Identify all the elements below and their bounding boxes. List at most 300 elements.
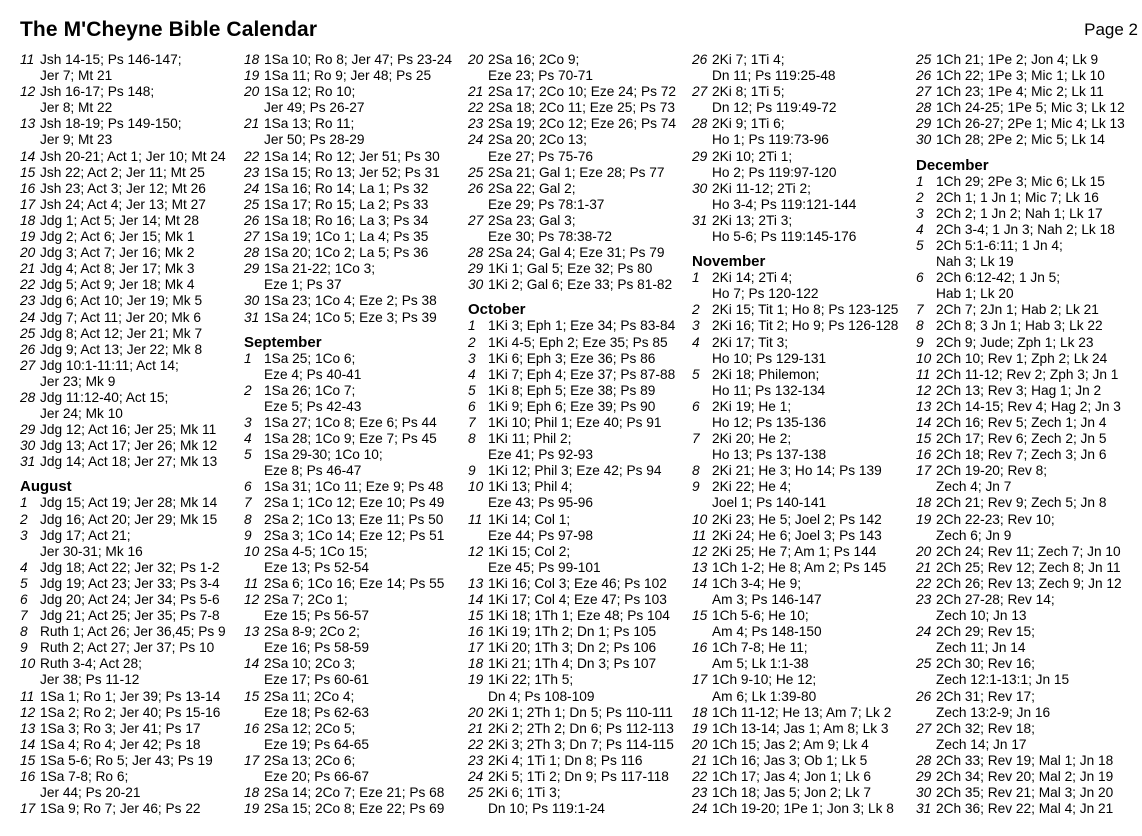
reading-text: 2Ch 3-4; 1 Jn 3; Nah 2; Lk 18 — [936, 221, 1115, 237]
reading-text: 1Ki 6; Eph 3; Eze 36; Ps 86 — [488, 350, 656, 366]
reading-text: 1Sa 18; Ro 16; La 3; Ps 34 — [264, 212, 429, 228]
reading-entry — [244, 351, 474, 383]
reading-entry — [692, 431, 922, 463]
day-number: 12 — [244, 592, 260, 607]
reading-continuation: Eze 5; Ps 42-43 — [264, 398, 362, 414]
reading-entry — [916, 463, 1142, 495]
reading-text: 1Ki 17; Col 4; Eze 47; Ps 103 — [488, 592, 667, 607]
reading-continuation: Jer 9; Mt 23 — [40, 132, 113, 148]
day-number: 20 — [468, 52, 484, 67]
reading-text: 2Sa 18; 2Co 11; Eze 25; Ps 73 — [488, 100, 675, 116]
reading-continuation: Zech 14; Jn 17 — [936, 736, 1027, 752]
reading-text: Jsh 20-21; Act 1; Jer 10; Mt 24 — [40, 148, 226, 164]
reading-entry — [468, 415, 698, 431]
reading-continuation: Jer 8; Mt 22 — [40, 100, 113, 116]
reading-continuation: Jer 38; Ps 11-12 — [40, 672, 140, 688]
day-number: 23 — [20, 293, 36, 309]
day-number: 13 — [468, 575, 484, 591]
reading-entry — [692, 52, 922, 84]
day-number: 21 — [468, 84, 484, 100]
reading-text: 2Sa 24; Gal 4; Eze 31; Ps 79 — [488, 245, 665, 261]
month-heading: August — [20, 478, 72, 496]
reading-text: Jdg 16; Act 20; Jer 29; Mk 15 — [40, 511, 218, 527]
reading-continuation: Eze 43; Ps 95-96 — [488, 495, 594, 511]
reading-text: Jdg 3; Act 7; Jer 16; Mk 2 — [40, 245, 195, 261]
day-number: 16 — [20, 769, 36, 785]
reading-continuation: Zech 12:1-13:1; Jn 15 — [936, 672, 1070, 688]
reading-entry — [916, 100, 1142, 116]
reading-entry — [468, 463, 698, 479]
reading-entry — [916, 576, 1142, 592]
reading-text: 2Ki 22; He 4; — [712, 479, 792, 495]
reading-continuation: Jer 7; Mt 21 — [40, 68, 113, 84]
reading-text: 1Sa 21-22; 1Co 3; — [264, 261, 376, 277]
day-number: 6 — [468, 398, 476, 414]
day-number: 26 — [916, 68, 932, 84]
reading-text: 2Sa 20; 2Co 13; — [488, 132, 587, 148]
day-number: 24 — [244, 180, 260, 196]
reading-entry — [20, 656, 250, 688]
day-number: 9 — [468, 463, 476, 479]
reading-text: 2Sa 6; 1Co 16; Eze 14; Ps 55 — [264, 575, 445, 591]
reading-continuation: Jer 30-31; Mk 16 — [40, 543, 143, 559]
reading-entry — [20, 737, 250, 753]
day-number: 11 — [692, 527, 707, 543]
reading-text: 1Ki 22; 1Th 5; — [488, 672, 574, 688]
reading-entry — [692, 149, 922, 181]
day-number: 26 — [916, 688, 932, 704]
reading-entry — [244, 245, 474, 261]
day-number: 12 — [468, 543, 484, 559]
day-number: 27 — [916, 84, 932, 100]
reading-entry — [468, 576, 698, 592]
reading-entry — [20, 528, 250, 560]
day-number: 19 — [20, 229, 36, 245]
reading-entry — [468, 100, 698, 116]
reading-continuation: Eze 16; Ps 58-59 — [264, 640, 370, 656]
day-number: 30 — [244, 293, 260, 309]
day-number: 2 — [916, 189, 924, 205]
reading-entry — [20, 165, 250, 181]
day-number: 23 — [468, 116, 484, 132]
reading-text: 2Ki 10; 2Ti 1; — [712, 148, 793, 164]
day-number: 30 — [692, 180, 708, 196]
day-number: 20 — [468, 704, 484, 720]
reading-continuation: Jer 49; Ps 26-27 — [264, 100, 365, 116]
reading-continuation: Eze 44; Ps 97-98 — [488, 527, 594, 543]
reading-entry — [916, 415, 1142, 431]
day-number: 23 — [244, 164, 260, 180]
reading-entry — [468, 399, 698, 415]
day-number: 30 — [916, 132, 932, 148]
reading-text: 2Ch 8; 3 Jn 1; Hab 3; Lk 22 — [936, 318, 1103, 334]
reading-entry — [916, 512, 1142, 544]
calendar-column-5 — [916, 52, 1142, 817]
reading-entry — [468, 277, 698, 293]
reading-entry — [20, 576, 250, 592]
reading-text: 1Sa 19; 1Co 1; La 4; Ps 35 — [264, 229, 429, 245]
day-number: 3 — [468, 350, 476, 366]
reading-entry — [244, 165, 474, 181]
day-number: 12 — [20, 84, 36, 100]
day-number: 31 — [244, 309, 260, 325]
reading-entry — [244, 528, 474, 544]
reading-text: 1Ki 7; Eph 4; Eze 37; Ps 87-88 — [488, 366, 676, 382]
reading-continuation: Ho 3-4; Ps 119:121-144 — [712, 196, 857, 212]
reading-text: 2Ki 3; 2Th 3; Dn 7; Ps 114-115 — [488, 736, 674, 752]
reading-entry — [20, 640, 250, 656]
day-number: 28 — [692, 116, 708, 132]
reading-text: 2Ki 13; 2Ti 3; — [712, 212, 793, 228]
reading-continuation: Am 5; Lk 1:1-38 — [712, 656, 809, 672]
reading-text: 1Sa 11; Ro 9; Jer 48; Ps 25 — [264, 68, 432, 84]
reading-text: 1Ki 11; Phil 2; — [488, 431, 572, 447]
reading-text: Jdg 12; Act 16; Jer 25; Mk 11 — [40, 422, 217, 438]
reading-entry — [692, 367, 922, 399]
day-number: 18 — [244, 52, 260, 67]
reading-text: 2Ch 36; Rev 22; Mal 4; Jn 21 — [936, 801, 1114, 817]
reading-text: Jsh 16-17; Ps 148; — [40, 84, 155, 100]
reading-entry — [244, 293, 474, 309]
reading-entry — [468, 769, 698, 785]
day-number: 25 — [916, 656, 932, 672]
reading-text: 2Ch 17; Rev 6; Zech 2; Jn 5 — [936, 431, 1107, 447]
day-number: 6 — [20, 592, 28, 607]
reading-continuation: Eze 1; Ps 37 — [264, 277, 342, 293]
reading-entry — [692, 753, 922, 769]
day-number: 30 — [20, 438, 36, 454]
day-number: 25 — [20, 325, 36, 341]
day-number: 14 — [916, 414, 932, 430]
reading-text: 1Ch 28; 2Pe 2; Mic 5; Lk 14 — [936, 132, 1105, 148]
reading-entry — [468, 213, 698, 245]
reading-text: 2Ch 29; Rev 15; — [936, 624, 1035, 640]
reading-text: 1Ki 12; Phil 3; Eze 42; Ps 94 — [488, 463, 662, 479]
reading-continuation: Hab 1; Lk 20 — [936, 286, 1014, 302]
reading-continuation: Eze 41; Ps 92-93 — [488, 447, 594, 463]
reading-entry — [468, 721, 698, 737]
reading-entry — [468, 608, 698, 624]
reading-entry — [692, 302, 922, 318]
day-number: 17 — [20, 196, 36, 212]
reading-entry — [916, 689, 1142, 721]
reading-continuation: Ho 2; Ps 119:97-120 — [712, 164, 837, 180]
day-number: 5 — [468, 382, 476, 398]
reading-text: 1Ch 13-14; Jas 1; Am 8; Lk 3 — [712, 720, 889, 736]
reading-text: Jdg 11:12-40; Act 15; — [40, 389, 169, 405]
day-number: 3 — [244, 414, 252, 430]
day-number: 22 — [468, 736, 484, 752]
day-number: 2 — [244, 382, 252, 398]
day-number: 29 — [244, 261, 260, 277]
reading-entry — [20, 454, 250, 470]
reading-entry — [692, 801, 922, 817]
day-number: 24 — [916, 624, 932, 640]
reading-text: 1Sa 9; Ro 7; Jer 46; Ps 22 — [40, 801, 201, 817]
reading-entry — [692, 528, 922, 544]
day-number: 9 — [692, 479, 700, 495]
reading-entry — [916, 68, 1142, 84]
day-number: 31 — [20, 454, 36, 470]
reading-entry — [916, 592, 1142, 624]
day-number: 17 — [692, 672, 708, 688]
reading-entry — [692, 463, 922, 479]
day-number: 14 — [244, 656, 260, 672]
reading-text: 1Sa 17; Ro 15; La 2; Ps 33 — [264, 196, 429, 212]
reading-text: 1Ki 9; Eph 6; Eze 39; Ps 90 — [488, 398, 656, 414]
day-number: 8 — [692, 463, 700, 479]
reading-entry — [692, 84, 922, 116]
reading-continuation: Am 4; Ps 148-150 — [712, 624, 822, 640]
reading-entry — [468, 245, 698, 261]
day-number: 7 — [244, 495, 252, 511]
day-number: 15 — [20, 164, 36, 180]
reading-entry — [244, 592, 474, 624]
reading-entry — [20, 624, 250, 640]
day-number: 26 — [244, 212, 260, 228]
reading-text: 1Sa 14; Ro 12; Jer 51; Ps 30 — [264, 148, 440, 164]
day-number: 28 — [20, 389, 36, 405]
day-number: 12 — [20, 704, 36, 720]
reading-entry — [20, 342, 250, 358]
reading-entry — [468, 737, 698, 753]
reading-text: 2Ch 30; Rev 16; — [936, 656, 1035, 672]
day-number: 4 — [20, 559, 28, 575]
reading-text: 2Ki 21; He 3; Ho 14; Ps 139 — [712, 463, 882, 479]
reading-entry — [692, 116, 922, 148]
day-number: 4 — [244, 431, 252, 447]
reading-text: 2Sa 1; 1Co 12; Eze 10; Ps 49 — [264, 495, 445, 511]
reading-entry — [468, 479, 698, 511]
reading-entry — [20, 149, 250, 165]
reading-continuation: Zech 6; Jn 9 — [936, 527, 1012, 543]
reading-entry — [468, 512, 698, 544]
reading-text: 2Ch 35; Rev 21; Mal 3; Jn 20 — [936, 785, 1114, 801]
reading-text: Jsh 22; Act 2; Jer 11; Mt 25 — [40, 164, 205, 180]
reading-continuation: Ho 5-6; Ps 119:145-176 — [712, 229, 857, 245]
reading-entry — [468, 367, 698, 383]
reading-entry — [692, 785, 922, 801]
reading-text: Jdg 5; Act 9; Jer 18; Mk 4 — [40, 277, 195, 293]
reading-continuation: Dn 11; Ps 119:25-48 — [712, 68, 836, 84]
reading-entry — [916, 753, 1142, 769]
day-number: 21 — [244, 116, 260, 132]
day-number: 24 — [468, 769, 484, 785]
reading-text: 1Ki 18; 1Th 1; Eze 48; Ps 104 — [488, 608, 670, 624]
reading-entry — [20, 592, 250, 608]
reading-text: 2Ch 14-15; Rev 4; Hag 2; Jn 3 — [936, 398, 1121, 414]
reading-entry — [244, 785, 474, 801]
reading-text: 2Ki 8; 1Ti 5; — [712, 84, 785, 100]
reading-entry — [916, 399, 1142, 415]
day-number: 19 — [244, 801, 260, 817]
reading-entry — [20, 261, 250, 277]
reading-text: 2Sa 7; 2Co 1; — [264, 592, 348, 607]
reading-text: 1Ki 1; Gal 5; Eze 32; Ps 80 — [488, 261, 653, 277]
reading-entry — [468, 318, 698, 334]
reading-entry — [244, 495, 474, 511]
reading-text: Jdg 15; Act 19; Jer 28; Mk 14 — [40, 495, 218, 511]
day-number: 23 — [916, 592, 932, 607]
reading-entry — [916, 769, 1142, 785]
reading-continuation: Zech 4; Jn 7 — [936, 479, 1012, 495]
reading-text: 2Ki 24; He 6; Joel 3; Ps 143 — [712, 527, 882, 543]
reading-entry — [916, 302, 1142, 318]
reading-entry — [692, 560, 922, 576]
reading-text: 2Ki 25; He 7; Am 1; Ps 144 — [712, 543, 877, 559]
reading-text: 1Ch 17; Jas 4; Jon 1; Lk 6 — [712, 769, 872, 785]
reading-entry — [244, 261, 474, 293]
reading-entry — [692, 318, 922, 334]
day-number: 7 — [916, 302, 924, 318]
day-number: 8 — [468, 431, 476, 447]
reading-text: Jdg 2; Act 6; Jer 15; Mk 1 — [40, 229, 195, 245]
reading-text: 2Ch 27-28; Rev 14; — [936, 592, 1055, 607]
reading-continuation: Ho 13; Ps 137-138 — [712, 447, 827, 463]
reading-continuation: Eze 8; Ps 46-47 — [264, 463, 362, 479]
calendar-column-2 — [244, 52, 474, 817]
reading-text: Jdg 8; Act 12; Jer 21; Mk 7 — [40, 325, 203, 341]
reading-text: Jdg 17; Act 21; — [40, 527, 131, 543]
reading-entry — [20, 229, 250, 245]
day-number: 27 — [20, 357, 36, 373]
reading-text: Jdg 1; Act 5; Jer 14; Mt 28 — [40, 212, 200, 228]
reading-entry — [20, 181, 250, 197]
reading-text: Jsh 18-19; Ps 149-150; — [40, 116, 182, 132]
month-heading: December — [916, 156, 989, 174]
reading-text: 1Sa 13; Ro 11; — [264, 116, 355, 132]
reading-entry — [916, 721, 1142, 753]
reading-entry — [468, 84, 698, 100]
reading-text: 2Ki 6; 1Ti 3; — [488, 785, 561, 801]
day-number: 14 — [468, 592, 484, 607]
day-number: 18 — [692, 704, 708, 720]
day-number: 4 — [468, 366, 476, 382]
day-number: 10 — [692, 511, 708, 527]
reading-text: 2Ch 16; Rev 5; Zech 1; Jn 4 — [936, 414, 1107, 430]
day-number: 12 — [692, 543, 708, 559]
reading-text: Jdg 6; Act 10; Jer 19; Mk 5 — [40, 293, 203, 309]
day-number: 18 — [20, 212, 36, 228]
reading-continuation: Ho 12; Ps 135-136 — [712, 414, 827, 430]
day-number: 7 — [692, 431, 700, 447]
day-number: 23 — [468, 752, 484, 768]
reading-text: 2Ch 34; Rev 20; Mal 2; Jn 19 — [936, 769, 1114, 785]
reading-entry — [692, 576, 922, 608]
reading-text: 2Ki 15; Tit 1; Ho 8; Ps 123-125 — [712, 302, 899, 318]
day-number: 5 — [20, 575, 28, 591]
reading-text: 1Ch 21; 1Pe 2; Jon 4; Lk 9 — [936, 52, 1099, 67]
reading-entry — [916, 785, 1142, 801]
reading-text: 1Ch 5-6; He 10; — [712, 608, 809, 624]
reading-text: 2Ki 16; Tit 2; Ho 9; Ps 126-128 — [712, 318, 899, 334]
reading-continuation: Jer 44; Ps 20-21 — [40, 785, 141, 801]
day-number: 6 — [244, 479, 252, 495]
reading-text: Ruth 3-4; Act 28; — [40, 656, 142, 672]
reading-continuation: Nah 3; Lk 19 — [936, 254, 1014, 270]
day-number: 31 — [916, 801, 932, 817]
day-number: 25 — [468, 785, 484, 801]
reading-text: 1Sa 25; 1Co 6; — [264, 350, 356, 366]
reading-entry — [468, 165, 698, 181]
reading-text: 2Sa 17; 2Co 10; Eze 24; Ps 72 — [488, 84, 676, 100]
reading-entry — [692, 640, 922, 672]
reading-entry — [20, 608, 250, 624]
reading-entry — [468, 383, 698, 399]
reading-continuation: Jer 50; Ps 28-29 — [264, 132, 365, 148]
reading-entry — [244, 310, 474, 326]
day-number: 11 — [468, 511, 483, 527]
reading-text: 2Ki 5; 1Ti 2; Dn 9; Ps 117-118 — [488, 769, 669, 785]
reading-entry — [916, 544, 1142, 560]
reading-continuation: Eze 17; Ps 60-61 — [264, 672, 370, 688]
reading-text: Ruth 1; Act 26; Jer 36,45; Ps 9 — [40, 624, 226, 640]
reading-text: 1Sa 31; 1Co 11; Eze 9; Ps 48 — [264, 479, 444, 495]
day-number: 26 — [468, 180, 484, 196]
reading-text: 2Ch 26; Rev 13; Zech 9; Jn 12 — [936, 575, 1122, 591]
reading-text: Jdg 7; Act 11; Jer 20; Mk 6 — [40, 309, 202, 325]
month-heading: November — [692, 253, 766, 271]
day-number: 27 — [468, 212, 484, 228]
day-number: 11 — [20, 688, 35, 704]
reading-entry — [244, 721, 474, 753]
reading-entry — [916, 495, 1142, 511]
reading-text: 2Sa 21; Gal 1; Eze 28; Ps 77 — [488, 164, 665, 180]
day-number: 7 — [468, 414, 476, 430]
reading-entry — [692, 213, 922, 245]
reading-text: 2Sa 3; 1Co 14; Eze 12; Ps 51 — [264, 527, 445, 543]
reading-entry — [20, 753, 250, 769]
day-number: 28 — [244, 245, 260, 261]
day-number: 13 — [20, 116, 36, 132]
day-number: 19 — [468, 672, 484, 688]
day-number: 3 — [916, 205, 924, 221]
day-number: 27 — [916, 720, 932, 736]
reading-entry — [20, 801, 250, 817]
reading-continuation: Dn 12; Ps 119:49-72 — [712, 100, 837, 116]
day-number: 29 — [916, 769, 932, 785]
reading-entry — [916, 318, 1142, 334]
reading-text: 1Sa 26; 1Co 7; — [264, 382, 356, 398]
reading-entry — [692, 544, 922, 560]
day-number: 24 — [692, 801, 708, 817]
reading-text: 1Ch 11-12; He 13; Am 7; Lk 2 — [712, 704, 892, 720]
day-number: 24 — [468, 132, 484, 148]
reading-entry — [20, 358, 250, 390]
reading-entry — [916, 270, 1142, 302]
day-number: 11 — [244, 575, 259, 591]
reading-text: 1Ki 10; Phil 1; Eze 40; Ps 91 — [488, 414, 662, 430]
reading-entry — [20, 213, 250, 229]
day-number: 4 — [916, 221, 924, 237]
reading-text: 2Ch 19-20; Rev 8; — [936, 463, 1048, 479]
reading-entry — [916, 52, 1142, 68]
reading-entry — [916, 222, 1142, 238]
reading-entry — [244, 512, 474, 528]
reading-text: Jdg 9; Act 13; Jer 22; Mk 8 — [40, 341, 203, 357]
day-number: 15 — [468, 608, 484, 624]
reading-entry — [244, 656, 474, 688]
reading-entry — [468, 753, 698, 769]
day-number: 1 — [468, 318, 476, 334]
reading-text: 2Ch 7; 2Jn 1; Hab 2; Lk 21 — [936, 302, 1099, 318]
reading-text: Jsh 14-15; Ps 146-147; — [40, 52, 182, 67]
reading-continuation: Zech 10; Jn 13 — [936, 608, 1027, 624]
reading-entry — [916, 560, 1142, 576]
reading-text: 2Ch 21; Rev 9; Zech 5; Jn 8 — [936, 495, 1107, 511]
reading-entry — [468, 132, 698, 164]
reading-text: 1Ch 22; 1Pe 3; Mic 1; Lk 10 — [936, 68, 1105, 84]
